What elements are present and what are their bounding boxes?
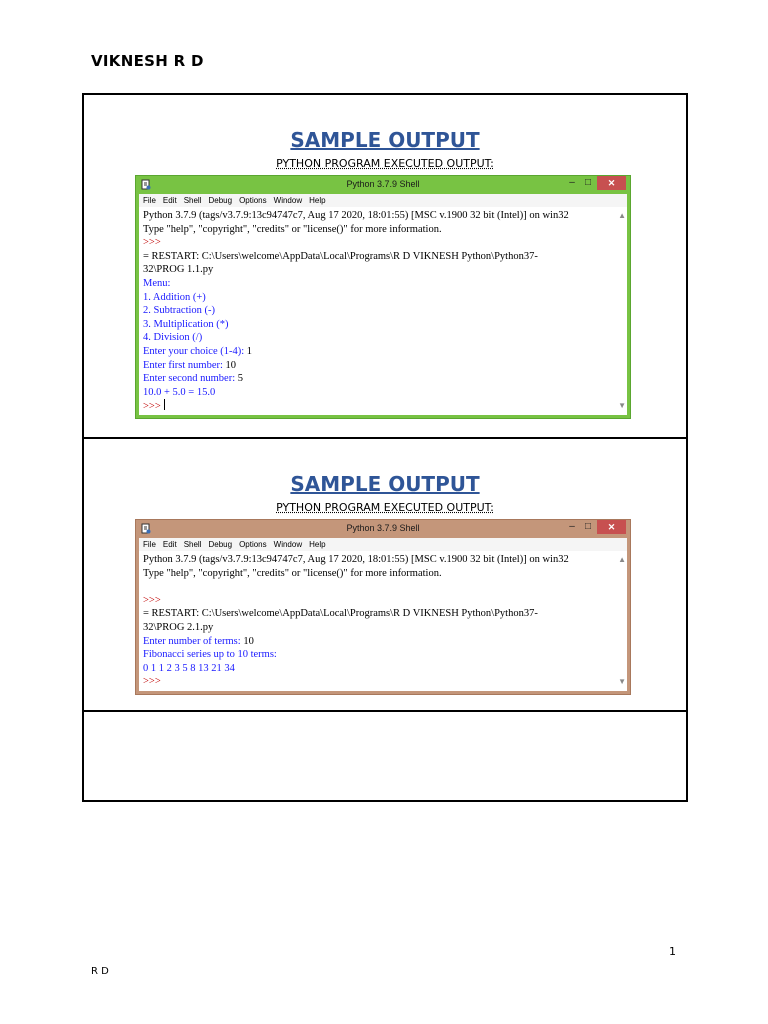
console-line-text: 3. Multiplication (*) xyxy=(143,318,229,330)
console-line xyxy=(143,318,623,332)
document-header: VIKNESH R D xyxy=(91,52,204,70)
table-divider-1 xyxy=(84,437,686,439)
minimize-button[interactable]: – xyxy=(569,177,575,188)
console-line xyxy=(143,250,623,264)
console-line xyxy=(143,359,623,373)
scroll-down-icon[interactable]: ▼ xyxy=(618,401,626,411)
menu-item-options[interactable]: Options xyxy=(239,540,267,549)
scroll-up-icon[interactable]: ▲ xyxy=(618,211,626,220)
console-line xyxy=(143,567,623,581)
console-line xyxy=(143,263,623,277)
console-line xyxy=(143,635,623,649)
window-titlebar[interactable] xyxy=(136,176,630,194)
console-line xyxy=(143,209,623,223)
menu-item-shell[interactable]: Shell xyxy=(183,196,202,205)
console-line xyxy=(143,291,623,305)
console-line-text: Python 3.7.9 (tags/v3.7.9:13c94747c7, Aug 17 2020, 18:01:55) [MSC v.1900 32 bit (Intel)] on win32 xyxy=(143,554,569,565)
section-1-subtitle: PYTHON PROGRAM EXECUTED OUTPUT: xyxy=(276,157,494,170)
menu-item-edit[interactable]: Edit xyxy=(162,196,177,205)
console-line-text: >>> xyxy=(143,401,164,413)
menu-item-edit[interactable]: Edit xyxy=(162,540,177,549)
console-line xyxy=(143,331,623,345)
console-line-text: Type "help", "copyright", "credits" or "license()" for more information. xyxy=(143,223,442,235)
maximize-button[interactable]: □ xyxy=(584,177,592,188)
section-2-subtitle: PYTHON PROGRAM EXECUTED OUTPUT: xyxy=(276,501,494,514)
menu-bar xyxy=(139,194,627,207)
console-line-text: 2. Subtraction (-) xyxy=(143,305,216,317)
console-line-text: Menu: xyxy=(143,277,171,289)
console-line-text: 4. Division (/) xyxy=(143,332,203,344)
console-line-text: 32\PROG 2.1.py xyxy=(143,621,214,633)
menu-item-file[interactable]: File xyxy=(143,196,156,205)
console-line-text: = RESTART: C:\Users\welcome\AppData\Local\Programs\R D VIKNESH Python\Python37- xyxy=(143,608,538,620)
menu-item-debug[interactable]: Debug xyxy=(208,196,233,205)
console-line xyxy=(143,607,623,621)
console-user-input: 10 xyxy=(225,359,237,371)
close-button[interactable]: ✕ xyxy=(597,520,626,534)
console-line xyxy=(143,675,623,689)
console-line-text: 32\PROG 1.1.py xyxy=(143,264,214,276)
menu-item-window[interactable]: Window xyxy=(273,196,303,205)
console-line xyxy=(143,662,623,676)
console-user-input: 10 xyxy=(243,635,254,647)
section-2-title: SAMPLE OUTPUT xyxy=(290,472,480,496)
console-line-text: Fibonacci series up to 10 terms: xyxy=(143,649,277,661)
menu-item-help[interactable]: Help xyxy=(309,540,326,549)
scroll-up-icon[interactable]: ▲ xyxy=(618,555,626,564)
console-line-text: 0 1 1 2 3 5 8 13 21 34 xyxy=(143,662,235,674)
console-line xyxy=(143,386,623,400)
console-line-text: Enter second number: xyxy=(143,373,238,385)
python-shell-window-2[interactable] xyxy=(135,519,631,695)
console-line xyxy=(143,580,623,594)
console-line xyxy=(143,345,623,359)
menu-item-shell[interactable]: Shell xyxy=(183,540,202,549)
console-line-text: 1. Addition (+) xyxy=(143,291,206,303)
text-cursor xyxy=(164,399,165,410)
console-line xyxy=(143,621,623,635)
console-line xyxy=(143,648,623,662)
vertical-scrollbar[interactable] xyxy=(618,553,626,689)
menu-item-window[interactable]: Window xyxy=(273,540,303,549)
window-title: Python 3.7.9 Shell xyxy=(346,179,420,189)
scroll-down-icon[interactable]: ▼ xyxy=(618,677,626,687)
menu-item-file[interactable]: File xyxy=(143,540,156,549)
console-line xyxy=(143,304,623,318)
document-footer: R D xyxy=(91,966,109,977)
console-line-text: Enter first number: xyxy=(143,359,226,371)
vertical-scrollbar[interactable] xyxy=(618,209,626,413)
console-line-text: 10.0 + 5.0 = 15.0 xyxy=(143,386,216,398)
menu-bar xyxy=(139,538,627,551)
console-line xyxy=(143,372,623,386)
console-line xyxy=(143,223,623,237)
maximize-button[interactable]: □ xyxy=(584,521,592,532)
console-line xyxy=(143,594,623,608)
section-1-title: SAMPLE OUTPUT xyxy=(290,128,480,152)
shell-console[interactable] xyxy=(139,207,627,415)
console-line-text: = RESTART: C:\Users\welcome\AppData\Local\Programs\R D VIKNESH Python\Python37- xyxy=(143,250,538,262)
console-line xyxy=(143,553,623,567)
close-button[interactable]: ✕ xyxy=(597,176,626,190)
window-title: Python 3.7.9 Shell xyxy=(346,523,420,533)
console-line-text: >>> xyxy=(143,676,161,688)
window-titlebar[interactable] xyxy=(136,520,630,538)
console-line xyxy=(143,236,623,250)
menu-item-help[interactable]: Help xyxy=(309,196,326,205)
table-divider-2 xyxy=(84,710,686,712)
content-table xyxy=(82,93,688,802)
menu-item-options[interactable]: Options xyxy=(239,196,267,205)
menu-item-debug[interactable]: Debug xyxy=(208,540,233,549)
console-line-text: Python 3.7.9 (tags/v3.7.9:13c94747c7, Aug 17 2020, 18:01:55) [MSC v.1900 32 bit (Intel)] on win32 xyxy=(143,210,569,221)
console-line-text: Enter your choice (1-4): xyxy=(143,345,247,357)
console-line-text: Enter number of terms: xyxy=(143,635,244,647)
shell-console[interactable] xyxy=(139,551,627,691)
console-line-text: >>> xyxy=(143,594,161,606)
console-line xyxy=(143,277,623,291)
console-user-input: 1 xyxy=(246,345,253,357)
minimize-button[interactable]: – xyxy=(569,521,575,532)
console-user-input: 5 xyxy=(237,373,244,385)
page-number: 1 xyxy=(669,945,676,958)
console-line-text: Type "help", "copyright", "credits" or "license()" for more information. xyxy=(143,567,442,579)
python-shell-window-1[interactable] xyxy=(135,175,631,419)
console-line-text: >>> xyxy=(143,237,161,249)
console-line xyxy=(143,399,623,413)
